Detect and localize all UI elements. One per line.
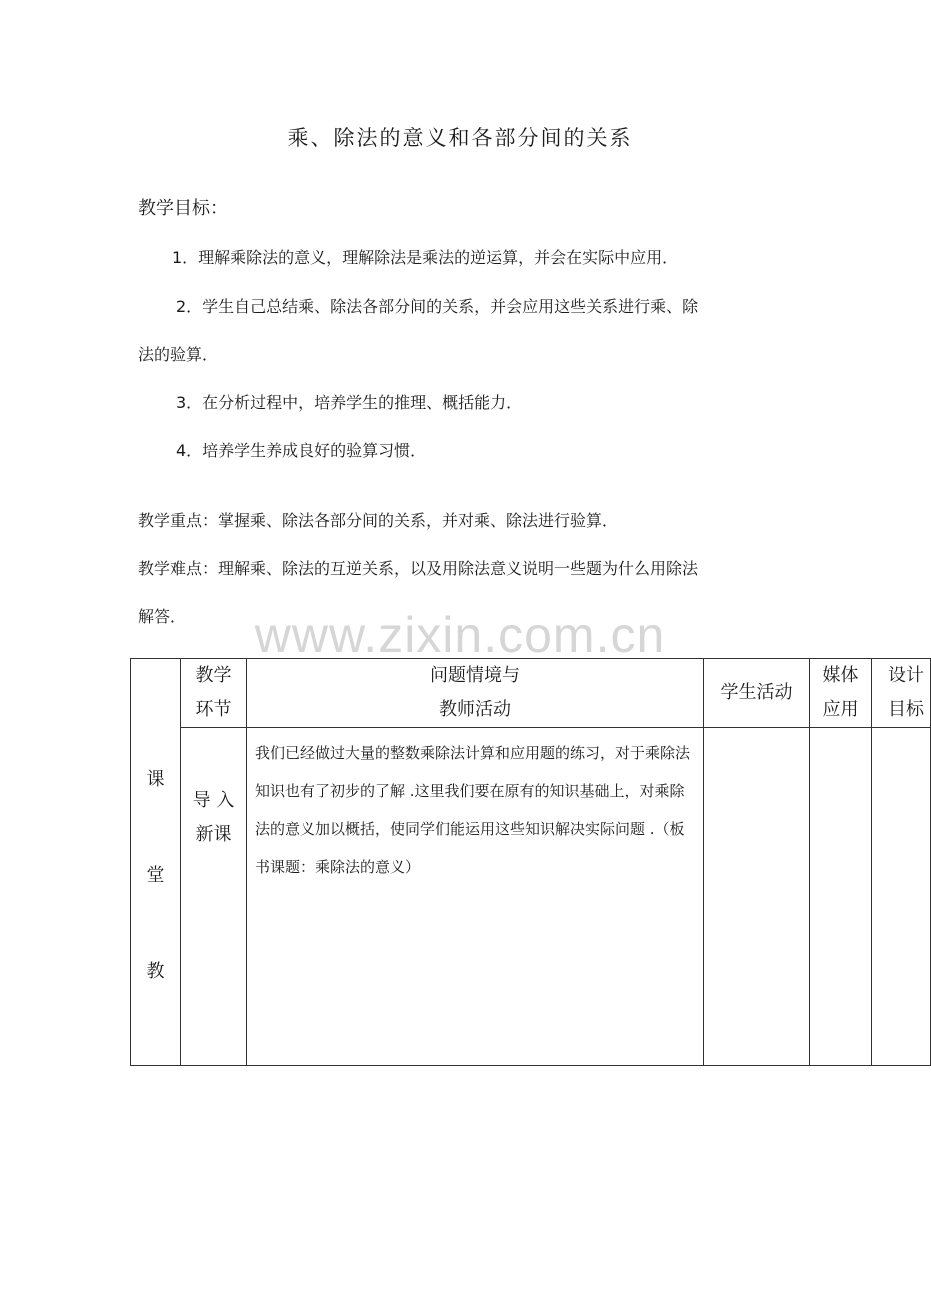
header-stage: 教学 环节	[181, 659, 247, 728]
objective-item-1: 1．理解乘除法的意义，理解除法是乘法的逆运算，并会在实际中应用．	[172, 248, 679, 267]
objective-item-2-line2: 法的验算．	[138, 345, 219, 364]
side-label-char-3: 教	[146, 961, 165, 982]
row1-stage: 导 入 新课	[181, 728, 247, 1066]
watermark: www.zixin.com.cn	[254, 607, 666, 663]
objectives-heading: 教学目标：	[138, 198, 228, 219]
side-label-char-1: 课	[146, 769, 165, 790]
row1-design-goal	[872, 728, 931, 1066]
lesson-plan-table	[130, 658, 931, 1066]
row1-teacher-activity	[247, 728, 704, 1066]
side-label-cell	[131, 659, 181, 1066]
key-point: 教学重点：掌握乘、除法各部分间的关系，并对乘、除法进行验算．	[138, 511, 619, 530]
header-situation: 问题情境与 教师活动	[247, 659, 704, 728]
side-label-char-2: 堂	[146, 865, 165, 886]
row1-text: 我们已经做过大量的整数乘除法计算和应用题的练习，对于乘除法知识也有了初步的了解 .这里我们要在原有的知识基础上，对乘除法的意义加以概括，使同学们能运用这些知识解决实际问题 .（板书课题：乘除法的意义）	[255, 744, 691, 876]
difficult-point-line1: 教学难点：理解乘、除法的互逆关系，以及用除法意义说明一些题为什么用除法	[138, 559, 699, 578]
header-design-goal: 设计 目标	[872, 659, 931, 728]
row1-media	[810, 728, 872, 1066]
objective-item-3: 3．在分析过程中，培养学生的推理、概括能力．	[176, 393, 523, 412]
objective-item-4: 4．培养学生养成良好的验算习惯．	[176, 441, 427, 460]
document-title: 乘、除法的意义和各部分间的关系	[287, 126, 633, 150]
header-media: 媒体 应用	[810, 659, 872, 728]
row1-student-activity	[704, 728, 810, 1066]
header-student-activity: 学生活动	[704, 659, 810, 728]
objective-item-2-line1: 2．学生自己总结乘、除法各部分间的关系，并会应用这些关系进行乘、除	[176, 297, 699, 316]
difficult-point-line2: 解答．	[138, 607, 187, 626]
